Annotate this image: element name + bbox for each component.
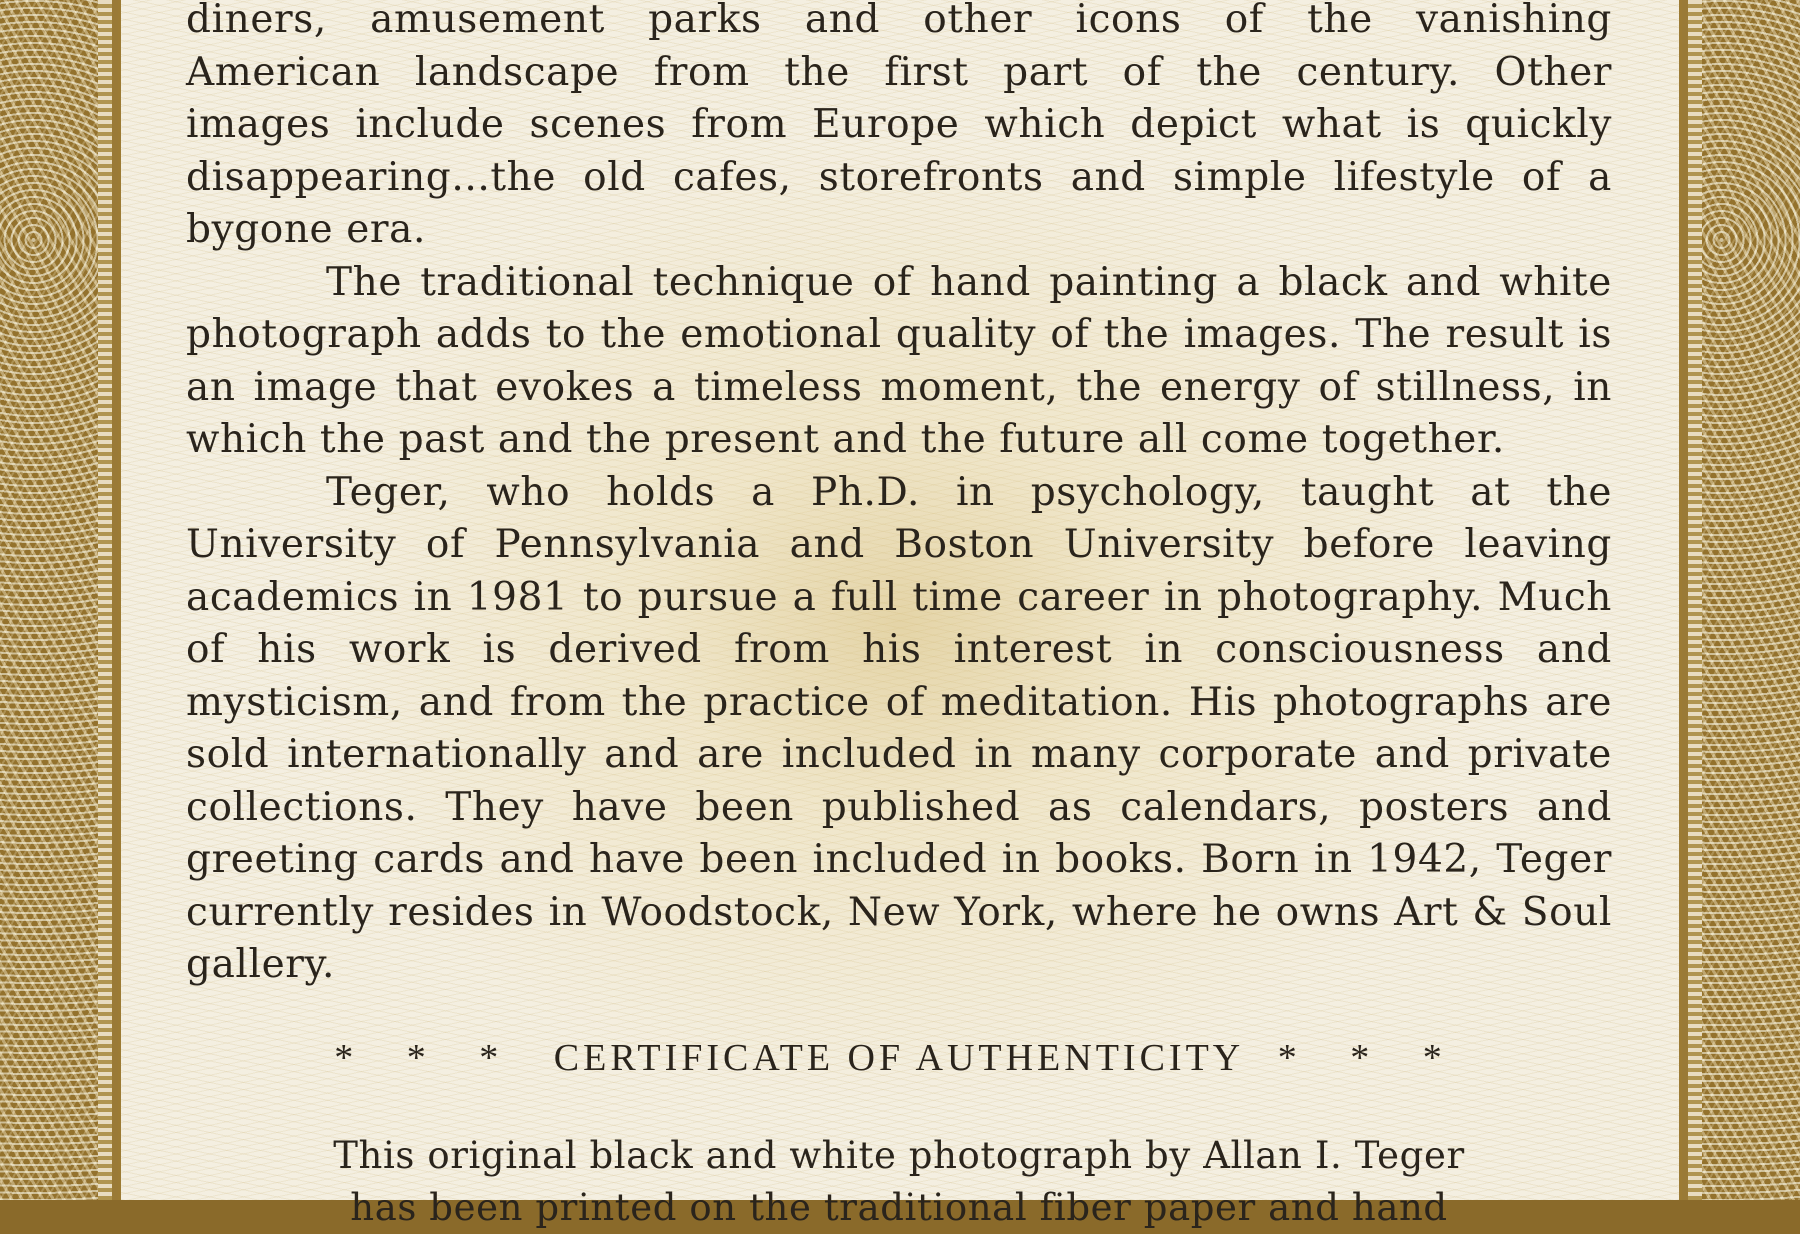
right-rope-rule — [1688, 0, 1702, 1200]
certificate-line: has been printed on the traditional fiber paper and hand — [350, 1186, 1448, 1229]
certificate-title: CERTIFICATE OF AUTHENTICITY — [553, 1037, 1245, 1079]
stars-left: * * * — [334, 1037, 521, 1079]
paragraph-1-line: diners, amusement parks and other icons of the vanishing — [186, 0, 1612, 42]
left-rope-rule — [98, 0, 112, 1200]
paragraph-2: The traditional technique of hand painting a black and white photograph adds to the emotional quality of the images. The result is an image that evokes a timeless moment, the energy of stillness, in which the past and the present and the future all come together. — [186, 259, 1612, 462]
stars-right: * * * — [1277, 1037, 1464, 1079]
paragraph-1 — [186, 0, 1612, 257]
paragraph-1-line: images include scenes from Europe which depict what is quickly — [186, 102, 1612, 147]
left-inner-line — [118, 0, 121, 1200]
paragraph-1-line: bygone era. — [186, 207, 427, 252]
paragraph-1-line: disappearing...the old cafes, storefronts and simple lifestyle of a — [186, 154, 1612, 200]
paragraph-1-line: American landscape from the first part of the century. Other — [186, 49, 1612, 95]
left-ornamental-border — [0, 0, 112, 1200]
certificate-line: This original black and white photograph by Allan I. Teger — [333, 1134, 1465, 1177]
paragraph-3: Teger, who holds a Ph.D. in psychology, taught at the University of Pennsylvania and Boston University before leaving academics in 1981 to pursue a full time career in photography. Much of his work is derived from his interest in consciousness and mysticism, and from the practice of meditation. His photographs are sold internationally and are included in many corporate and private collections. They have been published as calendars, posters and greeting cards and have been included in books. Born in 1942, Teger currently resides in Woodstock, New York, where he owns Art & Soul gallery. — [186, 469, 1612, 987]
certificate-body — [186, 1130, 1612, 1234]
right-ornamental-border — [1688, 0, 1800, 1200]
certificate-heading — [186, 1036, 1612, 1080]
biography-text — [186, 0, 1612, 992]
right-inner-line — [1679, 0, 1682, 1200]
